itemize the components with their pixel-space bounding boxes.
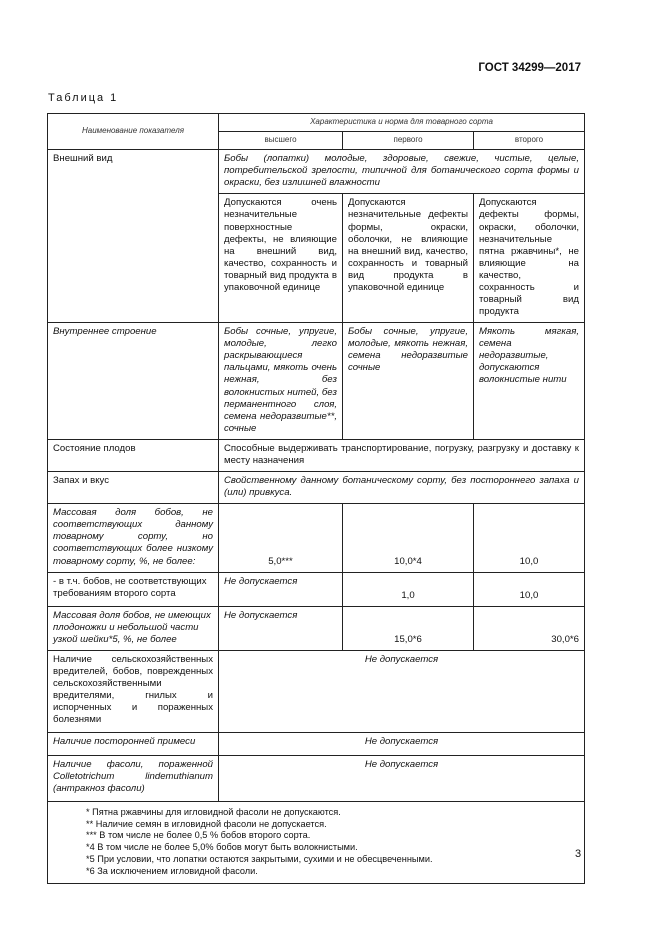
- mass-nonconforming-highest: 5,0***: [219, 504, 343, 572]
- mass-no-stalk-first: 15,0*6: [343, 606, 474, 650]
- mass-second-highest: Не допускается: [219, 572, 343, 606]
- internal-first: Бобы сочные, упругие, молодые, мякоть нежная, семена недоразвитые сочные: [343, 323, 474, 440]
- appearance-highest: Допускаются очень незначительные поверхностные дефекты, не влияющие на внешний вид, качество, сохранность и товарный вид продукта в упаковочной единице: [219, 194, 343, 323]
- note-6: *6 За исключением игловидной фасоли.: [86, 865, 258, 876]
- pests-common: Не допускается: [219, 650, 585, 732]
- note-4: *4 В том числе не более 5,0% бобов могут быть волокнистыми.: [86, 842, 358, 853]
- table-row: [48, 755, 585, 801]
- standard-header: ГОСТ 34299—2017: [478, 62, 581, 74]
- header-row: [48, 114, 585, 132]
- table-row: [48, 323, 585, 440]
- appearance-first: Допускаются незначительные дефекты формы, окраски, оболочки, не влияющие на внешний вид, качество, сохранность и товарный вид продукта в упаковочной единице: [343, 194, 474, 323]
- note-2: ** Наличие семян в игловидной фасоли не допускается.: [86, 818, 327, 829]
- appearance-second: Допускаются дефекты формы, окраски, оболочки, незначительные пятна ржавчины*, не влияющие на качество, сохранность и товарный вид продукта: [474, 194, 585, 323]
- anthracnose-common: Не допускается: [219, 755, 585, 801]
- note-3: *** В том числе не более 0,5 % бобов второго сорта.: [86, 830, 311, 841]
- mass-second-second: 10,0: [474, 572, 585, 606]
- table-row: [48, 572, 585, 606]
- mass-no-stalk-highest: Не допускается: [219, 606, 343, 650]
- internal-second: Мякоть мягкая, семена недоразвитые, допускаются волокнистые нити: [474, 323, 585, 440]
- table-row: [48, 606, 585, 650]
- smell-common: Свойственному данному ботаническому сорту, без постороннего запаха и (или) привкуса.: [219, 472, 585, 504]
- grade-header-second: второго: [474, 132, 585, 150]
- row-label-mass-nonconforming: Массовая доля бобов, не соответствующих данному товарному сорту, но соответствующих более низкому товарному сорту, %, не более:: [48, 504, 219, 572]
- table-row: [48, 472, 585, 504]
- row-label-pests: Наличие сельскохозяйственных вредителей, бобов, поврежденных сельскохозяйственными вредителями, гнилых и испорченных и пораженных болезнями: [48, 650, 219, 732]
- foreign-common: Не допускается: [219, 733, 585, 755]
- table-row: [48, 150, 585, 194]
- note-1: * Пятна ржавчины для игловидной фасоли не допускаются.: [86, 806, 341, 817]
- mass-no-stalk-second: 30,0*6: [474, 606, 585, 650]
- table-row: [48, 504, 585, 572]
- table-row: [48, 733, 585, 755]
- mass-nonconforming-first: 10,0*4: [343, 504, 474, 572]
- grade-header-first: первого: [343, 132, 474, 150]
- notes-row: [48, 801, 585, 884]
- requirements-table: [47, 113, 585, 884]
- row-label-mass-no-stalk: Массовая доля бобов, не имеющих плодоножки и небольшой части узкой шейки*5, %, не более: [48, 606, 219, 650]
- row-label-appearance: Внешний вид: [48, 150, 219, 323]
- mass-nonconforming-second: 10,0: [474, 504, 585, 572]
- row-label-condition: Состояние плодов: [48, 439, 219, 471]
- internal-highest: Бобы сочные, упругие, молодые, легко раскрывающиеся пальцами, мякоть очень нежная, без волокнистых нитей, без перманентного слоя, семена недоразвитые**, сочные: [219, 323, 343, 440]
- table-row: [48, 439, 585, 471]
- note-5: *5 При условии, что лопатки остаются закрытыми, сухими и не обесцвеченными.: [86, 853, 433, 864]
- row-label-foreign: Наличие посторонней примеси: [48, 733, 219, 755]
- page-number: 3: [575, 848, 582, 860]
- grade-header-highest: высшего: [219, 132, 343, 150]
- appearance-common: Бобы (лопатки) молодые, здоровые, свежие, чистые, целые, потребительской зрелости, типичной для ботанического сорта формы и окраски, без излишней влажности: [219, 150, 585, 194]
- char-column-header: Характеристика и норма для товарного сорта: [219, 114, 585, 132]
- table-caption: Таблица 1: [48, 92, 119, 104]
- row-label-smell: Запах и вкус: [48, 472, 219, 504]
- row-label-anthracnose: Наличие фасоли, пораженной Colletotrichum lindemuthianum (антракноз фасоли): [48, 755, 219, 801]
- row-label-mass-second: - в т.ч. бобов, не соответствующих требованиям второго сорта: [48, 572, 219, 606]
- table-row: [48, 650, 585, 732]
- name-column-header: Наименование показателя: [48, 114, 219, 150]
- table-notes: [48, 801, 585, 884]
- mass-second-first: 1,0: [343, 572, 474, 606]
- condition-common: Способные выдерживать транспортирование, погрузку, разгрузку и доставку к месту назначения: [219, 439, 585, 471]
- row-label-internal: Внутреннее строение: [48, 323, 219, 440]
